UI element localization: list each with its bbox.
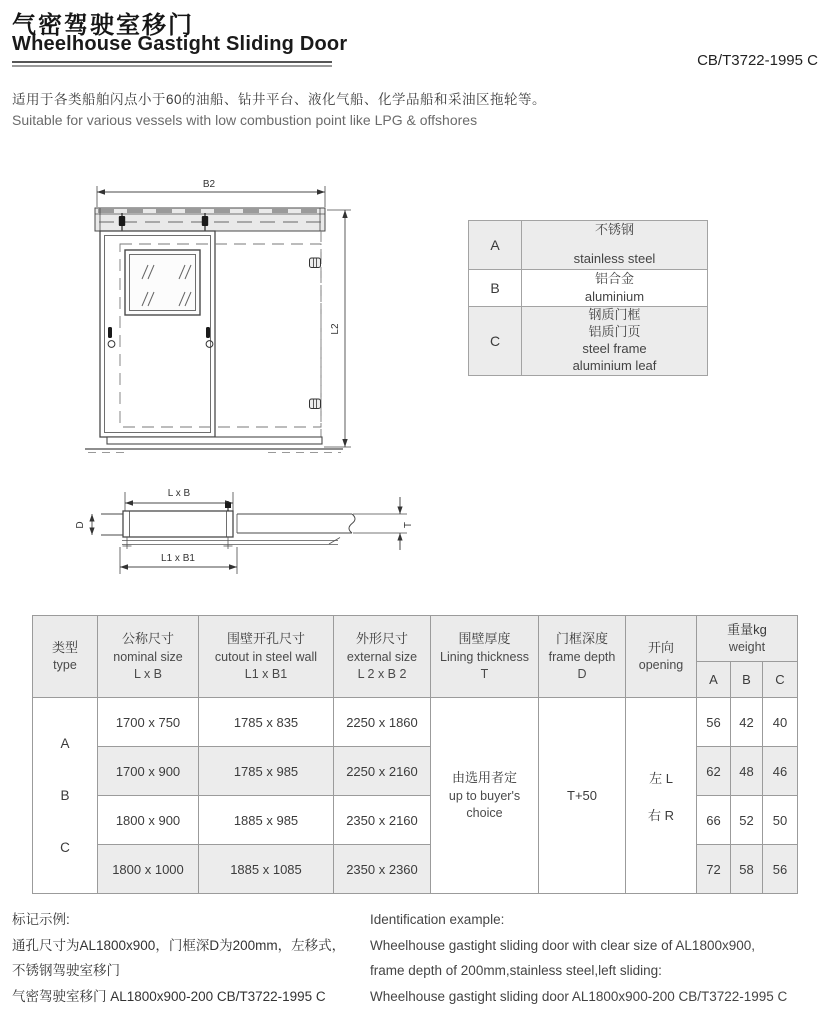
weight-b-cell: 58 xyxy=(731,845,763,894)
door-leaf-plan xyxy=(123,501,234,549)
nominal-size-cell: 1800 x 900 xyxy=(98,796,199,845)
description-chinese: 适用于各类船舶闪点小于60的油船、钻井平台、液化气船、化学品船和采油区拖轮等。 xyxy=(12,92,547,107)
weight-b-cell: 52 xyxy=(731,796,763,845)
col-header-weight xyxy=(697,616,798,662)
col-header-lining-thickness xyxy=(431,616,539,698)
l2-dimension xyxy=(324,210,351,447)
col-header-external-zh: 外形尺寸 xyxy=(355,630,408,646)
door-sill xyxy=(85,437,343,453)
material-name-en: steel frame xyxy=(582,340,647,356)
col-header-lining-zh: 围壁厚度 xyxy=(458,630,511,646)
plan-section-drawing xyxy=(75,488,414,574)
frame-depth-cell: T+50 xyxy=(539,698,626,894)
col-header-nominal-en: nominal size xyxy=(113,649,183,664)
opening-right: 右 R xyxy=(647,807,674,823)
door-window xyxy=(125,250,200,315)
nominal-size-cell: 1700 x 750 xyxy=(98,698,199,747)
door-keeper xyxy=(310,258,321,268)
col-header-opening-en: opening xyxy=(638,658,684,673)
type-c: C xyxy=(60,840,70,856)
page-title-english: Wheelhouse Gastight Sliding Door xyxy=(12,33,348,55)
col-header-depth-en: frame depth xyxy=(548,649,616,664)
col-header-cutout-zh: 围壁开孔尺寸 xyxy=(226,630,305,646)
cutout-size-cell: 1885 x 1085 xyxy=(199,845,334,894)
d-dimension-label: D xyxy=(75,521,86,529)
col-header-opening-zh: 开向 xyxy=(647,639,674,655)
identification-example-english xyxy=(370,907,822,1009)
material-key: C xyxy=(469,307,522,376)
opening-left: 左 L xyxy=(649,770,673,786)
bulkhead-wall-plan xyxy=(237,514,355,533)
external-size-cell: 2250 x 1860 xyxy=(334,698,431,747)
spec-table xyxy=(32,615,798,894)
col-header-nominal-dim: L x B xyxy=(133,666,163,681)
description-english: Suitable for various vessels with low combustion point like LPG & offshores xyxy=(12,112,478,128)
cutout-size-cell: 1785 x 835 xyxy=(199,698,334,747)
t-dimension-label: T xyxy=(403,521,414,529)
weight-a-cell: 62 xyxy=(697,747,731,796)
front-elevation-drawing xyxy=(85,179,351,453)
col-header-external-en: external size xyxy=(346,649,418,664)
col-header-type-en: type xyxy=(53,658,77,673)
page-title-chinese: 气密驾驶室移门 xyxy=(12,12,194,39)
col-header-weight-a: A xyxy=(697,662,731,698)
b2-dimension xyxy=(97,179,325,207)
material-value xyxy=(522,221,708,270)
external-size-cell: 2350 x 2360 xyxy=(334,845,431,894)
b2-dimension-label: B2 xyxy=(202,179,216,190)
material-value xyxy=(522,307,708,376)
lining-choice-zh: 由选用者定 xyxy=(451,770,517,786)
col-header-lining-dim: T xyxy=(480,666,489,681)
col-header-nominal-size xyxy=(98,616,199,698)
weight-a-cell: 66 xyxy=(697,796,731,845)
col-header-lining-en: Lining thickness xyxy=(440,649,529,664)
opening-cell xyxy=(626,698,697,894)
footer-line: Wheelhouse gastight sliding door with clear size of AL1800x900, xyxy=(370,937,755,953)
material-name-en: stainless steel xyxy=(573,250,656,266)
footer-line: 标记示例: xyxy=(12,912,70,927)
col-header-external-dim: L 2 x B 2 xyxy=(357,666,407,681)
door-track xyxy=(95,208,325,231)
weight-b-cell: 42 xyxy=(731,698,763,747)
lxb-dimension-label: L x B xyxy=(167,488,191,499)
type-a: A xyxy=(60,735,70,751)
col-header-cutout-dim: L1 x B1 xyxy=(244,666,288,681)
col-header-weight-c: C xyxy=(763,662,798,698)
weight-a-cell: 72 xyxy=(697,845,731,894)
col-header-type xyxy=(33,616,98,698)
footer-line: 气密驾驶室移门 AL1800x900-200 CB/T3722-1995 C xyxy=(12,988,326,1004)
weight-c-cell: 40 xyxy=(763,698,798,747)
col-header-weight-zh: 重量kg xyxy=(727,621,767,637)
type-cell xyxy=(33,698,98,894)
col-header-nominal-zh: 公称尺寸 xyxy=(121,630,174,646)
external-size-cell: 2250 x 2160 xyxy=(334,747,431,796)
table-row xyxy=(469,269,708,306)
track-plan xyxy=(122,538,340,545)
material-name-zh: 钢质门框 xyxy=(588,307,641,323)
material-key: B xyxy=(469,269,522,306)
technical-drawing xyxy=(0,0,460,600)
nominal-size-cell: 1700 x 900 xyxy=(98,747,199,796)
material-name-en: aluminium xyxy=(584,288,645,304)
col-header-type-zh: 类型 xyxy=(51,639,78,655)
material-value xyxy=(522,269,708,306)
lining-choice-en: up to buyer's choice xyxy=(448,789,521,820)
table-row xyxy=(33,698,798,747)
footer-line: frame depth of 200mm,stainless steel,left sliding: xyxy=(370,963,662,978)
footer-line: 通孔尺寸为AL1800x900，门框深D为200mm，左移式， xyxy=(12,937,346,953)
cutout-size-cell: 1885 x 985 xyxy=(199,796,334,845)
table-row xyxy=(469,221,708,270)
nominal-size-cell: 1800 x 1000 xyxy=(98,845,199,894)
external-size-cell: 2350 x 2160 xyxy=(334,796,431,845)
material-name-en: aluminium leaf xyxy=(572,357,657,373)
weight-b-cell: 48 xyxy=(731,747,763,796)
weight-c-cell: 46 xyxy=(763,747,798,796)
weight-a-cell: 56 xyxy=(697,698,731,747)
standard-code: CB/T3722-1995 C xyxy=(697,52,818,69)
material-key: A xyxy=(469,221,522,270)
col-header-weight-en: weight xyxy=(728,640,766,655)
identification-example-chinese xyxy=(12,907,368,1009)
lining-thickness-cell xyxy=(431,698,539,894)
col-header-depth-zh: 门框深度 xyxy=(555,630,608,646)
materials-table xyxy=(468,220,708,376)
footer-line: Wheelhouse gastight sliding door AL1800x900-200 CB/T3722-1995 C xyxy=(370,988,788,1004)
weight-c-cell: 50 xyxy=(763,796,798,845)
type-b: B xyxy=(60,788,70,803)
col-header-external-size xyxy=(334,616,431,698)
lxb-dimension xyxy=(125,488,233,511)
cutout-size-cell: 1785 x 985 xyxy=(199,747,334,796)
d-dimension xyxy=(75,514,123,535)
col-header-weight-b: B xyxy=(731,662,763,698)
door-keeper xyxy=(310,399,321,409)
t-dimension xyxy=(353,497,414,550)
footer-line: Identification example: xyxy=(370,912,505,927)
footer-line: 不锈钢驾驶室移门 xyxy=(12,963,120,978)
l1xb1-dimension-label: L1 x B1 xyxy=(161,553,195,564)
col-header-cutout-en: cutout in steel wall xyxy=(214,649,318,664)
table-row xyxy=(469,307,708,376)
material-name-zh: 铝质门页 xyxy=(588,323,641,339)
l1xb1-dimension xyxy=(120,547,237,574)
l2-dimension-label: L2 xyxy=(330,323,341,335)
col-header-cutout xyxy=(199,616,334,698)
material-name-zh: 铝合金 xyxy=(594,270,634,286)
col-header-opening xyxy=(626,616,697,698)
material-name-zh: 不锈钢 xyxy=(594,222,634,237)
weight-c-cell: 56 xyxy=(763,845,798,894)
col-header-frame-depth xyxy=(539,616,626,698)
col-header-depth-dim: D xyxy=(577,666,587,681)
